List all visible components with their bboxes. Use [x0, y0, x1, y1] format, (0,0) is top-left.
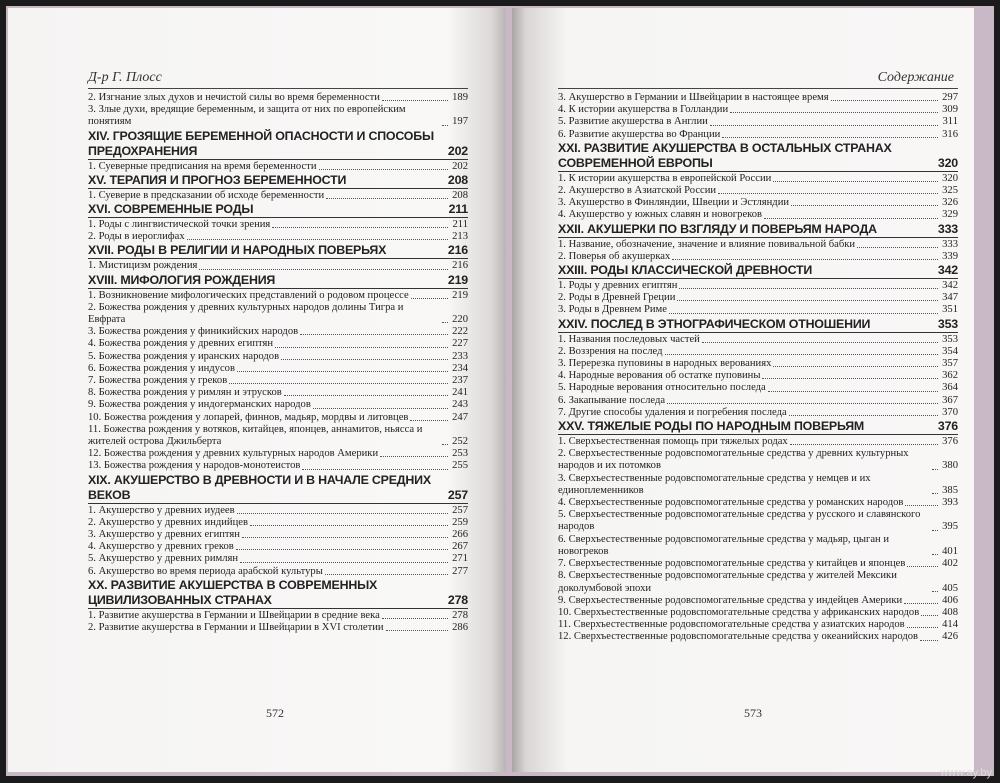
toc-page-number: 222 — [452, 326, 468, 338]
toc-leader-dots — [669, 313, 938, 314]
toc-entry-title: XIX. АКУШЕРСТВО В ДРЕВНОСТИ И В НАЧАЛЕ СРЕДНИХ ВЕКОВ — [88, 472, 431, 502]
toc-entry — [88, 448, 468, 460]
toc-entry — [88, 529, 468, 541]
toc-page-number: 271 — [452, 553, 468, 565]
toc-entry-title: 2. Божества рождения у древних культурных народов долины Тигра и Евфрата — [88, 301, 404, 326]
toc-entry-title: 1. Акушерство у древних иудеев — [88, 504, 235, 516]
toc-leader-dots — [702, 342, 938, 343]
toc-entry — [558, 280, 958, 292]
right-page — [512, 8, 974, 772]
toc-chapter — [88, 173, 468, 189]
toc-leader-dots — [791, 205, 938, 206]
toc-page-number: 333 — [937, 221, 958, 236]
toc-page-number: 393 — [942, 497, 958, 509]
toc-page-number: 325 — [942, 185, 958, 197]
toc-entry — [88, 260, 468, 272]
toc-entry — [558, 197, 958, 209]
toc-entry-title: 8. Божества рождения у римлян и этрусков — [88, 387, 282, 399]
toc-leader-dots — [410, 420, 448, 421]
header-rule-left — [88, 88, 468, 89]
toc-page-number: 342 — [937, 263, 958, 278]
toc-leader-dots — [242, 537, 448, 538]
toc-leader-dots — [250, 525, 448, 526]
toc-entry-title: 4. Божества рождения у древних египтян — [88, 338, 274, 350]
toc-entry — [88, 399, 468, 411]
toc-entry — [558, 304, 958, 316]
toc-entry — [558, 407, 958, 419]
toc-page-number: 278 — [447, 592, 468, 607]
toc-entry-title: 5. Божества рождения у иранских народов — [88, 350, 280, 362]
toc-page-number: 309 — [942, 104, 958, 116]
toc-entry-title: 4. Сверхъестественные родовспомогательные средства у романских народов — [558, 497, 904, 509]
toc-page-number: 257 — [452, 504, 468, 516]
toc-entry-title: 2. Изгнание злых духов и нечистой силы во время беременности — [88, 92, 380, 103]
toc-entry-title: 3. Перерезка пуповины в народных верованиях — [558, 358, 772, 370]
toc-entry-title: 6. Закапывание последа — [558, 394, 666, 406]
toc-entry — [558, 436, 958, 448]
toc-entry-title: 4. Акушерство у южных славян и новогреков — [558, 209, 763, 221]
toc-entry-title: 12. Сверхъестественные родовспомогательные средства у океанийских народов — [558, 631, 919, 643]
toc-page-number: 266 — [452, 529, 468, 541]
toc-entry-title: 3. Божества рождения у финикийских народов — [88, 326, 299, 338]
toc-page-number: 376 — [942, 436, 958, 448]
toc-entry-title: XVII. РОДЫ В РЕЛИГИИ И НАРОДНЫХ ПОВЕРЬЯХ — [88, 243, 387, 258]
toc-entry-title: XX. РАЗВИТИЕ АКУШЕРСТВА В СОВРЕМЕННЫХ ЦИВИЛИЗОВАННЫХ СТРАНАХ — [88, 577, 378, 607]
toc-entry-title: 13. Божества рождения у народов-монотеистов — [88, 460, 301, 472]
toc-page-number: 227 — [452, 338, 468, 350]
toc-page-number: 208 — [447, 172, 468, 187]
toc-leader-dots — [382, 618, 448, 619]
toc-leader-dots — [275, 347, 448, 348]
toc-entry-title: 2. Развитие акушерства в Германии и Швейцарии в XVI столетии — [88, 622, 384, 634]
toc-page-number: 213 — [452, 231, 468, 243]
toc-leader-dots — [730, 112, 938, 113]
toc-chapter — [558, 419, 958, 435]
toc-page-number: 243 — [452, 399, 468, 411]
toc-page-number: 211 — [452, 219, 468, 231]
left-page — [8, 8, 506, 772]
toc-page-number: 380 — [942, 460, 958, 472]
toc-entry-title: 1. Название, обозначение, значение и влияние повивальной бабки — [558, 238, 856, 250]
toc-page-number: 208 — [452, 189, 468, 201]
toc-entry-title: 1. Роды у древних египтян — [558, 280, 678, 292]
toc-entry-title: XXII. АКУШЕРКИ ПО ВЗГЛЯДУ И ПОВЕРЬЯМ НАРОДА — [558, 221, 877, 236]
toc-entry — [558, 395, 958, 407]
toc-entry-title: XXIII. РОДЫ КЛАССИЧЕСКОЙ ДРЕВНОСТИ — [558, 263, 813, 278]
toc-page-number: 354 — [942, 345, 958, 357]
toc-entry-title: 3. Роды в Древнем Риме — [558, 304, 667, 316]
toc-entry — [88, 460, 468, 472]
toc-chapter — [558, 141, 958, 172]
toc-entry-title: 1. Развитие акушерства в Германии и Швейцарии в средние века — [88, 609, 380, 621]
toc-page-number: 219 — [452, 289, 468, 301]
toc-entry — [88, 412, 468, 424]
toc-page-number: 216 — [447, 243, 468, 258]
toc-page-number: 401 — [942, 545, 958, 557]
toc-entry-title: XXI. РАЗВИТИЕ АКУШЕРСТВА В ОСТАЛЬНЫХ СТРАНАХ СОВРЕМЕННОЙ ЕВРОПЫ — [558, 140, 892, 170]
toc-leader-dots — [677, 300, 938, 301]
toc-page-number: 406 — [942, 594, 958, 606]
toc-entry-title: 5. Народные верования относительно последа — [558, 382, 766, 394]
toc-page-number: 347 — [942, 292, 958, 304]
toc-entry-title: 2. Роды в Древней Греции — [558, 292, 676, 304]
toc-entry — [558, 619, 958, 631]
toc-leader-dots — [718, 193, 938, 194]
toc-page-number: 342 — [942, 280, 958, 292]
toc-leader-dots — [932, 530, 938, 531]
toc-leader-dots — [764, 218, 938, 219]
toc-entry-title: 2. Акушерство в Азиатской России — [558, 185, 717, 197]
toc-entry — [88, 541, 468, 553]
toc-leader-dots — [229, 383, 448, 384]
toc-page-number: 211 — [448, 202, 468, 217]
toc-entry-title: 3. Сверхъестественные родовспомогательные средства у немцев и их единоплеменников — [558, 472, 871, 496]
toc-chapter — [88, 243, 468, 259]
toc-leader-dots — [326, 198, 448, 199]
toc-entry-title: 4. К истории акушерства в Голландии — [558, 104, 729, 116]
toc-leader-dots — [907, 627, 938, 628]
toc-leader-dots — [789, 415, 938, 416]
toc-leader-dots — [921, 615, 938, 616]
toc-entry — [558, 129, 958, 141]
toc-leader-dots — [284, 395, 448, 396]
toc-leader-dots — [790, 444, 938, 445]
toc-entry-title: 10. Сверхъестественные родовспомогательные средства у африканских народов — [558, 606, 920, 618]
toc-page-number: 357 — [942, 358, 958, 370]
toc-page-number: 320 — [942, 172, 958, 184]
toc-entry-title: 6. Сверхъестественные родовспомогательные средства у мадьяр, цыган и новогреков — [558, 533, 890, 557]
toc-entry-title: 9. Сверхъестественные родовспомогательные средства у индейцев Америки — [558, 594, 903, 606]
toc-page-number: 362 — [942, 370, 958, 382]
toc-page-number: 257 — [447, 487, 468, 502]
toc-entry — [88, 375, 468, 387]
toc-entry-title: XVI. СОВРЕМЕННЫЕ РОДЫ — [88, 202, 254, 217]
toc-entry — [558, 607, 958, 619]
toc-leader-dots — [932, 493, 938, 494]
toc-entry — [558, 209, 958, 221]
toc-page-number: 326 — [942, 197, 958, 209]
toc-leader-dots — [762, 378, 938, 379]
toc-entry-title: 3. Акушерство в Германии и Швейцарии в настоящее время — [558, 92, 829, 103]
toc-chapter — [88, 473, 468, 504]
toc-leader-dots — [932, 591, 938, 592]
toc-entry-title: XXV. ТЯЖЕЛЫЕ РОДЫ ПО НАРОДНЫМ ПОВЕРЬЯМ — [558, 419, 865, 434]
toc-entry — [558, 251, 958, 263]
toc-entry-title: 6. Акушерство во время периода арабской культуры — [88, 565, 323, 577]
toc-leader-dots — [236, 549, 448, 550]
toc-entry — [88, 424, 468, 448]
toc-leader-dots — [907, 566, 938, 567]
toc-entry-title: 2. Роды в иероглифах — [88, 231, 185, 243]
toc-page-number: 405 — [942, 582, 958, 594]
toc-entry-title: 1. Суеверные предписания на время беременности — [88, 160, 317, 172]
toc-entry-title: XVIII. МИФОЛОГИЯ РОЖДЕНИЯ — [88, 272, 276, 287]
toc-page-number: 252 — [452, 436, 468, 448]
toc-entry-title: 5. Сверхъестественные родовспомогательные средства у русского и славянского народов — [558, 509, 921, 533]
toc-entry — [558, 534, 958, 558]
toc-entry-title: 1. Суеверие в предсказании об исходе беременности — [88, 189, 325, 201]
toc-page-number: 316 — [942, 128, 958, 140]
toc-page-number: 367 — [942, 394, 958, 406]
toc-page-number: 353 — [937, 316, 958, 331]
header-rule-right — [558, 88, 958, 89]
toc-page-number: 339 — [942, 250, 958, 262]
toc-entry — [558, 448, 958, 472]
toc-page-number: 267 — [452, 541, 468, 553]
running-head-left: Д-р Г. Плосс — [88, 70, 162, 85]
toc-entry — [88, 387, 468, 399]
toc-entry — [88, 290, 468, 302]
toc-page-number: 286 — [452, 622, 468, 634]
toc-entry — [88, 338, 468, 350]
toc-entry — [88, 351, 468, 363]
toc-leader-dots — [380, 456, 448, 457]
toc-leader-dots — [665, 354, 938, 355]
toc-entry-title: 3. Злые духи, вредящие беременным, и защита от них по европейским понятиям — [88, 104, 406, 128]
toc-page-number: 376 — [937, 419, 958, 434]
toc-entry-title: 7. Другие способы удаления и погребения последа — [558, 406, 787, 418]
toc-entry-title: 5. Акушерство у древних римлян — [88, 553, 239, 565]
toc-page-number: 259 — [452, 516, 468, 528]
toc-page-number: 277 — [452, 565, 468, 577]
toc-entry — [88, 610, 468, 622]
toc-entry — [558, 370, 958, 382]
toc-leader-dots — [187, 239, 448, 240]
toc-entry — [88, 190, 468, 202]
toc-leader-dots — [857, 247, 938, 248]
page-number-left: 572 — [266, 706, 284, 720]
toc-entry — [558, 185, 958, 197]
toc-entry-title: 11. Божества рождения у вотяков, китайцев, японцев, аннамитов, ньясса и жителей острова Джильберта — [88, 423, 423, 448]
toc-page-number: 364 — [942, 382, 958, 394]
toc-entry-title: 3. Акушерство у древних египтян — [88, 529, 240, 541]
toc-page-number: 219 — [447, 272, 468, 287]
toc-page-number: 216 — [452, 260, 468, 272]
toc-entry — [88, 505, 468, 517]
toc-entry-title: 6. Божества рождения у индусов — [88, 362, 235, 374]
page-number-right: 573 — [744, 706, 762, 720]
toc-leader-dots — [319, 169, 449, 170]
toc-chapter — [558, 317, 958, 333]
toc-entry-title: 7. Божества рождения у греков — [88, 375, 228, 387]
toc-entry-title: XIV. ГРОЗЯЩИЕ БЕРЕМЕННОЙ ОПАСНОСТИ И СПОСОБЫ ПРЕДОХРАНЕНИЯ — [88, 128, 434, 158]
toc-entry — [558, 104, 958, 116]
toc-page-number: 353 — [942, 333, 958, 345]
toc-leader-dots — [904, 603, 938, 604]
toc-page-number: 241 — [452, 387, 468, 399]
toc-entry — [88, 231, 468, 243]
toc-entry-title: 1. Возникновение мифологических представлений о родовом процессе — [88, 289, 409, 301]
toc-leader-dots — [313, 408, 448, 409]
toc-page-number: 247 — [452, 411, 468, 423]
toc-entry — [88, 219, 468, 231]
toc-entry-title: 10. Божества рождения у лопарей, финнов, мадьяр, мордвы и литовцев — [88, 411, 409, 423]
toc-chapter — [88, 202, 468, 218]
toc-leader-dots — [831, 100, 938, 101]
toc-page-number: 351 — [942, 304, 958, 316]
toc-leader-dots — [272, 227, 448, 228]
toc-leader-dots — [920, 640, 938, 641]
toc-entry-title: 7. Сверхъестественные родовспомогательные средства у китайцев и японцев — [558, 558, 906, 570]
toc-page-number: 408 — [942, 606, 958, 618]
toc-leader-dots — [722, 137, 938, 138]
toc-page-number: 255 — [452, 460, 468, 472]
toc-chapter — [88, 273, 468, 289]
toc-page-number: 320 — [937, 155, 958, 170]
toc-entry — [558, 473, 958, 497]
toc-entry — [558, 334, 958, 346]
toc-leader-dots — [386, 630, 448, 631]
toc-leader-dots — [237, 371, 448, 372]
toc-entry — [88, 553, 468, 565]
watermark: www.ay.by — [940, 767, 992, 779]
toc-page-number: 333 — [942, 238, 958, 250]
toc-entry-title: 2. Воззрения на послед — [558, 345, 663, 357]
toc-leader-dots — [382, 100, 448, 101]
toc-page-number: 253 — [452, 448, 468, 460]
toc-entry — [558, 631, 958, 643]
toc-leader-dots — [932, 469, 938, 470]
toc-entry-title: 2. Поверья об акушерках — [558, 250, 671, 262]
toc-entry — [558, 497, 958, 509]
toc-entry — [558, 292, 958, 304]
toc-page-number: 385 — [942, 484, 958, 496]
toc-leader-dots — [237, 513, 448, 514]
toc-right — [558, 92, 958, 644]
toc-page-number: 233 — [452, 350, 468, 362]
toc-entry — [88, 363, 468, 375]
toc-entry — [88, 161, 468, 173]
toc-entry — [558, 358, 958, 370]
toc-page-number: 297 — [942, 92, 958, 103]
toc-leader-dots — [710, 125, 938, 126]
toc-chapter — [558, 222, 958, 238]
toc-page-number: 237 — [452, 375, 468, 387]
toc-entry — [88, 302, 468, 326]
toc-entry-title: XXIV. ПОСЛЕД В ЭТНОГРАФИЧЕСКОМ ОТНОШЕНИИ — [558, 316, 871, 331]
toc-page-number: 329 — [942, 209, 958, 221]
toc-entry-title: XV. ТЕРАПИЯ И ПРОГНОЗ БЕРЕМЕННОСТИ — [88, 172, 347, 187]
toc-page-number: 202 — [452, 160, 468, 172]
toc-leader-dots — [442, 444, 448, 445]
toc-leader-dots — [768, 391, 938, 392]
toc-entry-title: 1. Мистицизм рождения — [88, 260, 198, 272]
toc-entry-title: 1. Роды с лингвистической точки зрения — [88, 219, 271, 231]
toc-entry — [558, 346, 958, 358]
toc-entry-title: 4. Народные верования об остатке пуповины — [558, 370, 761, 382]
toc-page-number: 395 — [942, 521, 958, 533]
toc-leader-dots — [773, 181, 938, 182]
toc-leader-dots — [679, 288, 938, 289]
toc-page-number: 197 — [452, 116, 468, 128]
toc-leader-dots — [302, 469, 448, 470]
toc-entry-title: 1. Сверхъестественная помощь при тяжелых родах — [558, 436, 788, 448]
toc-page-number: 311 — [942, 116, 958, 128]
toc-page-number: 402 — [942, 558, 958, 570]
toc-entry-title: 2. Акушерство у древних индийцев — [88, 516, 248, 528]
toc-entry-title: 2. Сверхъестественные родовспомогательные средства у древних культурных народов и их потомков — [558, 448, 909, 472]
toc-leader-dots — [411, 298, 448, 299]
toc-leader-dots — [300, 334, 448, 335]
toc-leader-dots — [281, 359, 448, 360]
toc-entry — [88, 517, 468, 529]
toc-entry — [558, 239, 958, 251]
toc-leader-dots — [442, 125, 448, 126]
toc-leader-dots — [672, 259, 938, 260]
toc-entry-title: 5. Развитие акушерства в Англии — [558, 116, 708, 128]
toc-leader-dots — [325, 574, 448, 575]
toc-page-number: 414 — [942, 619, 958, 631]
toc-leader-dots — [773, 366, 938, 367]
toc-page-number: 370 — [942, 406, 958, 418]
toc-leader-dots — [199, 269, 448, 270]
toc-entry — [558, 558, 958, 570]
toc-entry-title: 12. Божества рождения у древних культурных народов Америки — [88, 448, 379, 460]
toc-chapter — [88, 129, 468, 160]
toc-left — [88, 92, 468, 634]
toc-leader-dots — [240, 562, 448, 563]
toc-entry — [558, 92, 958, 104]
toc-entry-title: 6. Развитие акушерства во Франции — [558, 128, 721, 140]
toc-entry-title: 1. К истории акушерства в европейской России — [558, 172, 772, 184]
toc-page-number: 234 — [452, 362, 468, 374]
toc-entry — [88, 622, 468, 634]
toc-entry-title: 4. Акушерство у древних греков — [88, 541, 234, 553]
toc-entry — [88, 566, 468, 578]
toc-leader-dots — [932, 554, 938, 555]
toc-chapter — [558, 263, 958, 279]
toc-entry — [558, 595, 958, 607]
toc-entry — [88, 104, 468, 128]
toc-entry — [558, 509, 958, 533]
running-head-right: Содержание — [877, 70, 954, 85]
toc-entry-title: 9. Божества рождения у индогерманских народов — [88, 399, 311, 411]
toc-chapter — [88, 578, 468, 609]
toc-page-number: 202 — [447, 143, 468, 158]
toc-leader-dots — [667, 403, 938, 404]
toc-entry — [88, 92, 468, 104]
toc-leader-dots — [442, 322, 448, 323]
toc-page-number: 426 — [942, 631, 958, 643]
toc-entry-title: 11. Сверхъестественные родовспомогательные средства у азиатских народов — [558, 619, 905, 631]
toc-page-number: 189 — [452, 92, 468, 103]
toc-page-number: 220 — [452, 314, 468, 326]
toc-entry — [558, 173, 958, 185]
book-spread — [6, 6, 994, 776]
toc-entry — [558, 116, 958, 128]
toc-page-number: 278 — [452, 609, 468, 621]
toc-leader-dots — [905, 505, 938, 506]
toc-entry-title: 8. Сверхъестественные родовспомогательные средства у жителей Мексики доколумбовой эпохи — [558, 570, 897, 594]
toc-entry-title: 1. Названия последовых частей — [558, 333, 700, 345]
toc-entry — [558, 382, 958, 394]
toc-entry-title: 3. Акушерство в Финляндии, Швеции и Эстляндии — [558, 197, 790, 209]
toc-entry — [558, 570, 958, 594]
toc-entry — [88, 326, 468, 338]
